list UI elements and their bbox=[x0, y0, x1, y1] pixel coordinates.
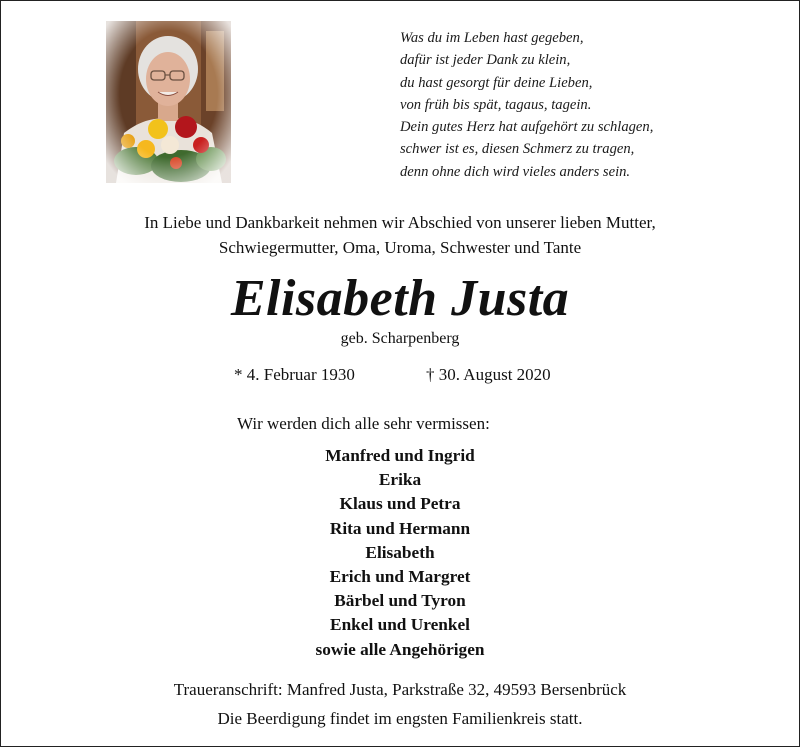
funeral-note: Die Beerdigung findet im engsten Familienkreis statt. bbox=[217, 709, 583, 728]
mourners-list bbox=[0, 444, 800, 662]
portrait-photo bbox=[106, 21, 231, 183]
poem-line: denn ohne dich wird vieles anders sein. bbox=[400, 163, 631, 180]
mourning-address: Traueranschrift: Manfred Justa, Parkstraße 32, 49593 Bersenbrück bbox=[173, 680, 627, 699]
miss-statement: Wir werden dich alle sehr vermissen: bbox=[237, 414, 490, 433]
farewell-intro bbox=[0, 210, 800, 260]
mourner-entry: Klaus und Petra bbox=[339, 494, 461, 514]
memorial-poem bbox=[400, 27, 653, 183]
poem-line: dafür ist jeder Dank zu klein, bbox=[400, 52, 571, 69]
mourner-entry: Erika bbox=[378, 470, 422, 490]
mourner-entry: sowie alle Angehörigen bbox=[315, 639, 485, 659]
mourner-entry: Bärbel und Tyron bbox=[334, 591, 466, 611]
mourner-entry: Manfred und Ingrid bbox=[325, 446, 475, 465]
poem-line: von früh bis spät, tagaus, tagein. bbox=[400, 96, 592, 113]
intro-line-1: In Liebe und Dankbarkeit nehmen wir Abschied von unserer lieben Mutter, bbox=[144, 213, 656, 232]
death-date: † 30. August 2020 bbox=[426, 365, 551, 384]
poem-line: Was du im Leben hast gegeben, bbox=[400, 30, 584, 46]
intro-line-2: Schwiegermutter, Oma, Uroma, Schwester und Tante bbox=[218, 238, 582, 257]
mourner-entry: Enkel und Urenkel bbox=[330, 615, 470, 635]
mourner-entry: Erich und Margret bbox=[329, 567, 471, 587]
poem-line: Dein gutes Herz hat aufgehört zu schlagen, bbox=[400, 119, 654, 136]
birth-date: * 4. Februar 1930 bbox=[234, 365, 355, 384]
deceased-name: Elisabeth Justa bbox=[230, 270, 570, 327]
poem-line: du hast gesorgt für deine Lieben, bbox=[400, 74, 593, 91]
maiden-name: geb. Scharpenberg bbox=[340, 330, 460, 347]
mourner-entry: Elisabeth bbox=[365, 542, 435, 562]
mourner-entry: Rita und Hermann bbox=[329, 518, 471, 538]
poem-line: schwer ist es, diesen Schmerz zu tragen, bbox=[400, 141, 635, 158]
